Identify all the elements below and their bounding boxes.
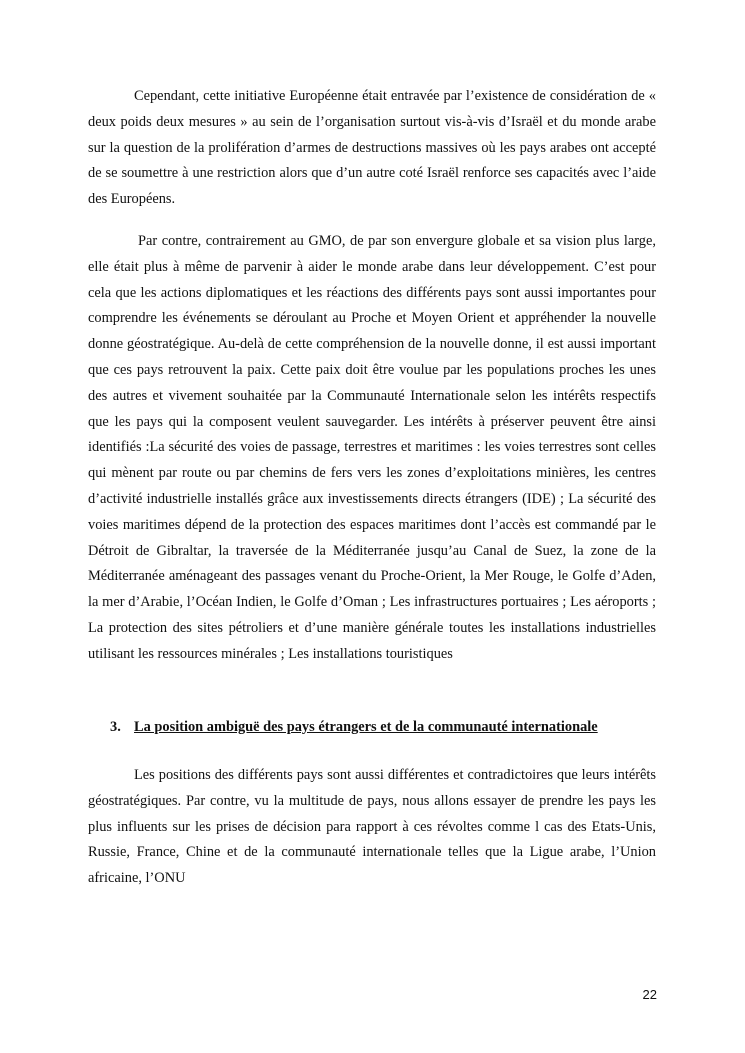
paragraph-3: Les positions des différents pays sont aussi différentes et contradictoires que leurs intérêts géostratégiques. Par contre, vu la multitude de pays, nous allons essayer de prendre les pays les plus influents sur les prises de décision para rapport à ces révoltes comme l cas des Etats-Unis, Russie, France, Chine et de la communauté internationale telles que la Ligue arabe, l’Union africaine, l’ONU (88, 767, 656, 887)
section-title: La position ambiguë des pays étrangers et de la communauté internationale (134, 719, 598, 735)
paragraph-1: Cependant, cette initiative Européenne était entravée par l’existence de considération de « deux poids deux mesures » au sein de l’organisation surtout vis-à-vis d’Israël et du monde arabe sur la question de la prolifération d’armes de destructions massives où les pays arabes ont accepté de se soumettre à une restriction alors que d’un autre coté Israël renforce ses capacités avec l’aide des Européens. (88, 88, 656, 208)
section-heading (110, 715, 598, 739)
paragraph-2: Par contre, contrairement au GMO, de par son envergure globale et sa vision plus large, elle était plus à même de parvenir à aider le monde arabe dans leur développement. C’est pour cela que les actions diplomatiques et les réactions des différents pays sont aussi importantes pour comprendre les événements se déroulant au Proche et Moyen Orient et appréhender la nouvelle donne géostratégique. Au-delà de cette compréhension de la nouvelle donne, il est aussi important que ces pays retrouvent la paix. Cette paix doit être voulue par les populations proches les unes des autres et vivement souhaitée par la Communauté Internationale selon les intérêts respectifs que les pays qui la composent veulent sauvegarder. Les intérêts à préserver peuvent être ainsi identifiés :La sécurité des voies de passage, terrestres et maritimes : les voies terrestres sont celles qui mènent par route ou par chemins de fers vers les zones d’exploitations minières, les centres d’activité industrielle installés grâce aux investissements directs étrangers (IDE) ; La sécurité des voies maritimes dépend de la protection des espaces maritimes dont l’accès est commandé par le Détroit de Gibraltar, la traversée de la Méditerranée jusqu’au Canal de Suez, la zone de la Méditerranée aménageant des passages venant du Proche-Orient, la Mer Rouge, le Golfe d’Aden, la mer d’Arabie, l’Océan Indien, le Golfe d’Oman ; Les infrastructures portuaires ; Les aéroports ; La protection des sites pétroliers et d’une manière générale toutes les installations industrielles utilisant les ressources minérales ; Les installations touristiques (88, 233, 656, 662)
page-number: 22 (642, 987, 657, 1002)
section-number: 3. (110, 719, 121, 735)
